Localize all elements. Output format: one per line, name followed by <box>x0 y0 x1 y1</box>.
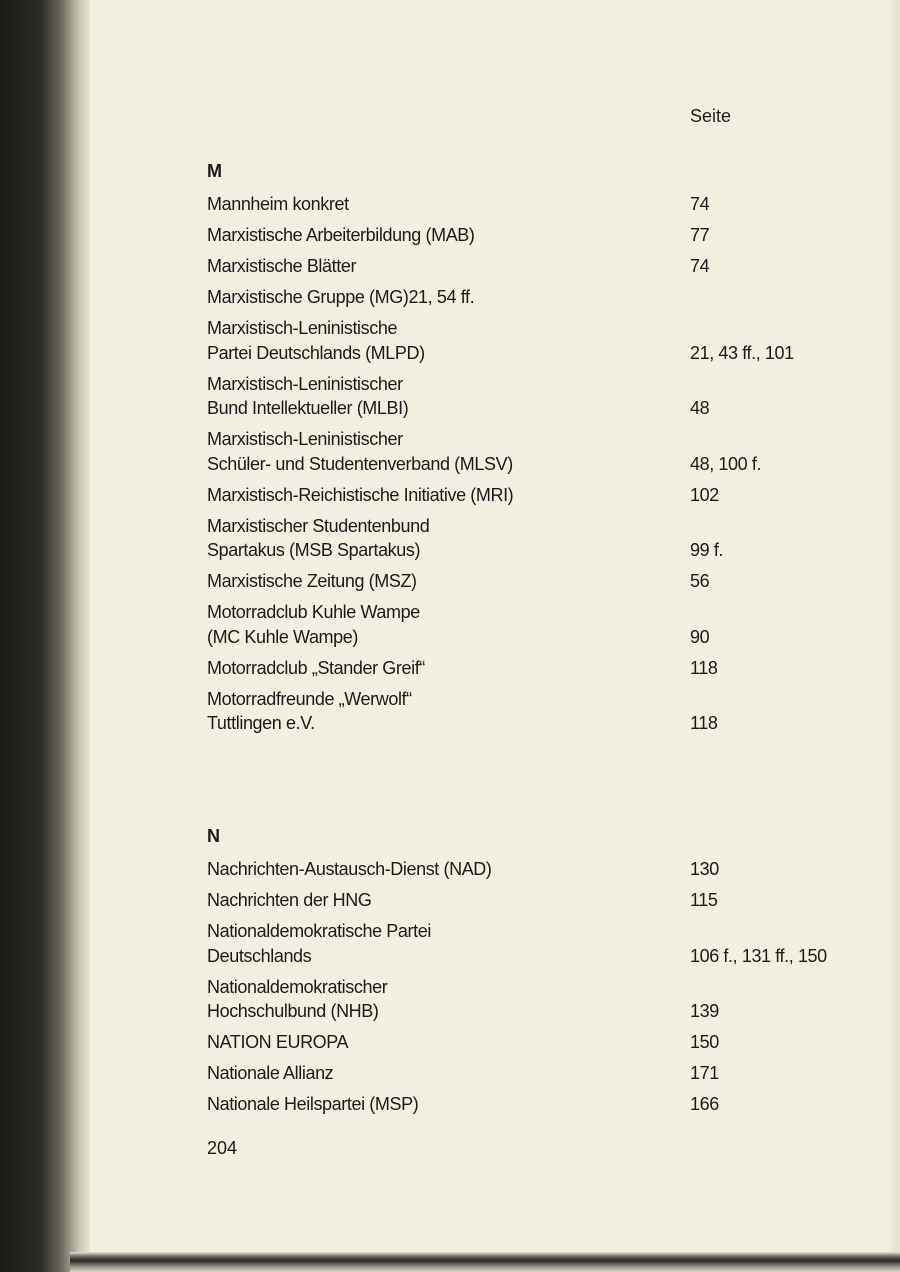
entry-pages: 115 <box>690 890 718 910</box>
entry-pages: 150 <box>690 1032 719 1052</box>
entry-name: Motorradclub Kuhle Wampe (MC Kuhle Wampe) <box>207 602 420 647</box>
index-entry <box>207 483 847 508</box>
entry-name: Marxistisch-Leninistischer Bund Intellektueller (MLBI) <box>207 373 409 418</box>
index-entry <box>207 514 847 563</box>
index-entry <box>207 316 847 365</box>
index-entry <box>207 888 847 913</box>
section-letter: M <box>207 161 222 181</box>
entry-pages: 90 <box>690 626 710 647</box>
entry-name: Marxistischer Studentenbund Spartakus (MSB Spartakus) <box>207 515 430 560</box>
index-entry <box>207 427 847 476</box>
entry-name: Nationaldemokratischer Hochschulbund (NHB) <box>207 976 388 1021</box>
entry-pages: 118 <box>690 657 718 678</box>
index-entry <box>207 223 847 248</box>
entry-name: Nationale Allianz <box>207 1063 334 1083</box>
entry-pages: 77 <box>690 225 710 245</box>
index-entry <box>207 1092 847 1117</box>
book-binding-shadow <box>0 0 90 1272</box>
page-number: 204 <box>207 1138 238 1158</box>
page-bottom-edge <box>70 1252 900 1272</box>
entry-pages: 56 <box>690 571 710 591</box>
page-edge <box>888 0 900 1272</box>
index-entry <box>207 1030 847 1055</box>
index-entry <box>207 1061 847 1086</box>
index-entry <box>207 254 847 279</box>
index-entry <box>207 857 847 882</box>
index-section-n <box>207 826 847 1123</box>
entry-name: Mannheim konkret <box>207 194 349 214</box>
index-entry <box>207 919 847 968</box>
entry-pages: 166 <box>690 1094 719 1114</box>
entry-pages: 74 <box>690 256 710 276</box>
entry-name: Motorradclub „Stander Greif“ <box>207 657 425 678</box>
index-entry <box>207 687 847 736</box>
section-letter: N <box>207 826 220 846</box>
entry-pages: 171 <box>690 1063 719 1083</box>
index-entry <box>207 372 847 421</box>
index-entry <box>207 192 847 217</box>
entry-pages: 48, 100 f. <box>690 453 762 474</box>
entry-pages: 130 <box>690 859 719 879</box>
entry-name: Motorradfreunde „Werwolf“ Tuttlingen e.V. <box>207 688 412 733</box>
entry-name: Marxistische Zeitung (MSZ) <box>207 571 417 591</box>
index-section-m <box>207 161 847 742</box>
index-entry <box>207 569 847 594</box>
entry-pages: 99 f. <box>690 540 724 560</box>
index-entry <box>207 656 847 681</box>
entry-name: Marxistisch-Leninistischer Schüler- und Studentenverband (MLSV) <box>207 429 513 474</box>
entry-pages: 102 <box>690 484 719 505</box>
index-entry <box>207 975 847 1024</box>
index-entry <box>207 285 847 310</box>
page-column-header: Seite <box>690 106 732 126</box>
entry-pages: 21, 43 ff., 101 <box>690 342 794 363</box>
entry-pages: 139 <box>690 1001 719 1021</box>
entry-pages: 48 <box>690 398 710 418</box>
entry-name: Marxistische Gruppe (MG)21, 54 ff. <box>207 287 475 307</box>
entry-pages: 118 <box>690 713 718 733</box>
entry-name: Nachrichten der HNG <box>207 890 372 910</box>
index-entry <box>207 600 847 649</box>
entry-name: NATION EUROPA <box>207 1032 349 1052</box>
entry-name: Marxistisch-Leninistische Partei Deutschlands (MLPD) <box>207 318 425 363</box>
entry-name: Marxistisch-Reichistische Initiative (MRI) <box>207 484 514 505</box>
entry-name: Nachrichten-Austausch-Dienst (NAD) <box>207 859 492 879</box>
entry-name: Nationale Heilspartei (MSP) <box>207 1094 419 1114</box>
entry-name: Nationaldemokratische Partei Deutschlands <box>207 921 431 966</box>
entry-pages: 74 <box>690 194 710 214</box>
entry-pages: 106 f., 131 ff., 150 <box>690 945 827 966</box>
entry-name: Marxistische Arbeiterbildung (MAB) <box>207 225 475 245</box>
entry-name: Marxistische Blätter <box>207 256 357 276</box>
